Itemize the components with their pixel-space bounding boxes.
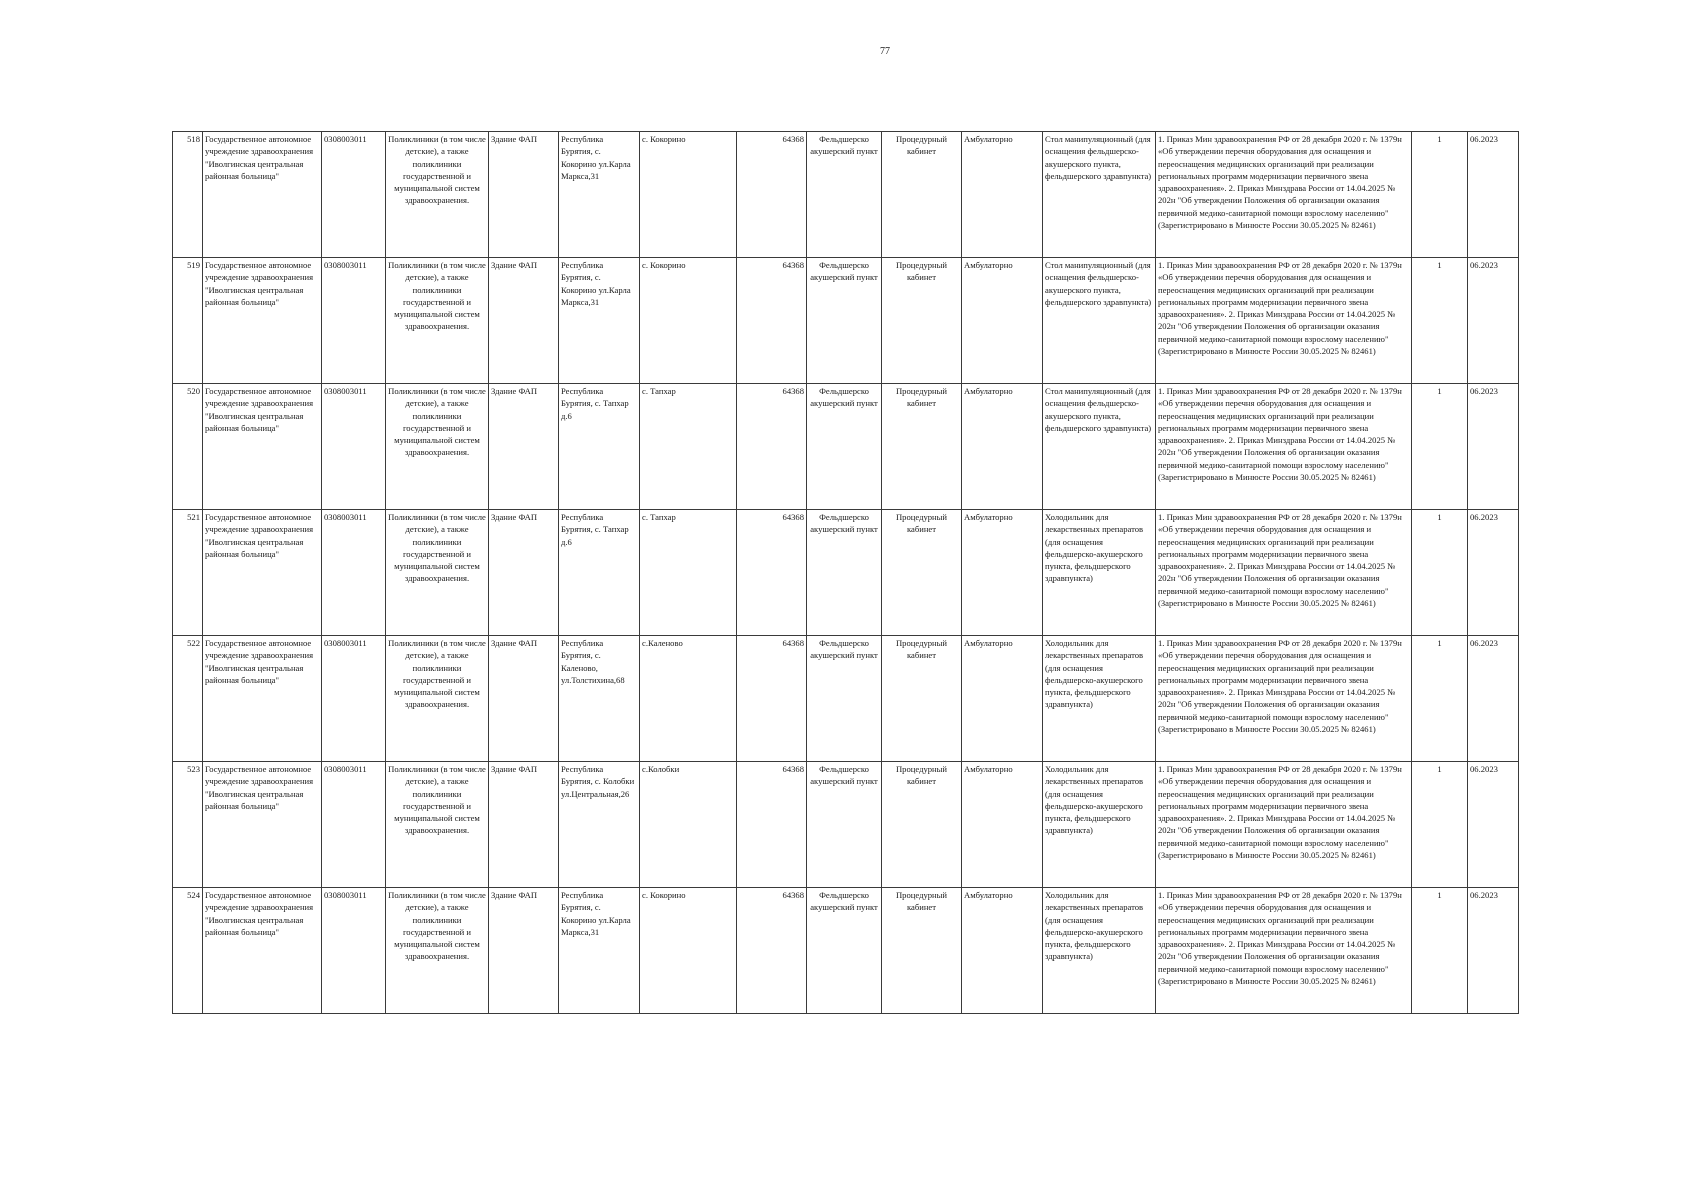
facility-type-cell: Поликлиники (в том числе детские), а также поликлиники государственной и муниципальной систем здравоохранения. bbox=[386, 888, 489, 1014]
facility-type-cell: Поликлиники (в том числе детские), а также поликлиники государственной и муниципальной систем здравоохранения. bbox=[386, 384, 489, 510]
table-body bbox=[173, 132, 1519, 1014]
okato-cell: 64368 bbox=[737, 888, 807, 1014]
quantity-cell: 1 bbox=[1412, 636, 1468, 762]
building-cell: Здание ФАП bbox=[489, 384, 559, 510]
building-cell: Здание ФАП bbox=[489, 132, 559, 258]
locality-cell: с. Кокорино bbox=[640, 258, 737, 384]
facility-type-cell: Поликлиники (в том числе детские), а также поликлиники государственной и муниципальной систем здравоохранения. bbox=[386, 510, 489, 636]
organization-cell: Государственное автономное учреждение здравоохранения "Иволгинская центральная районная больница" bbox=[203, 636, 322, 762]
room-cell: Процедурный кабинет bbox=[882, 384, 962, 510]
row-number-cell: 524 bbox=[173, 888, 203, 1014]
date-cell: 06.2023 bbox=[1468, 132, 1519, 258]
okato-cell: 64368 bbox=[737, 258, 807, 384]
equipment-cell: Стол манипуляционный (для оснащения фельдшерско-акушерского пункта, фельдшерского здравпункта) bbox=[1043, 258, 1156, 384]
org-code-cell: 0308003011 bbox=[322, 762, 386, 888]
building-cell: Здание ФАП bbox=[489, 888, 559, 1014]
room-cell: Процедурный кабинет bbox=[882, 636, 962, 762]
table-row bbox=[173, 510, 1519, 636]
building-cell: Здание ФАП bbox=[489, 636, 559, 762]
care-mode-cell: Амбулаторно bbox=[962, 384, 1043, 510]
table-row bbox=[173, 636, 1519, 762]
building-cell: Здание ФАП bbox=[489, 510, 559, 636]
equipment-cell: Стол манипуляционный (для оснащения фельдшерско-акушерского пункта, фельдшерского здравпункта) bbox=[1043, 132, 1156, 258]
table-row bbox=[173, 258, 1519, 384]
quantity-cell: 1 bbox=[1412, 384, 1468, 510]
subdivision-cell: Фельдшерско акушерский пункт bbox=[807, 384, 882, 510]
locality-cell: с. Кокорино bbox=[640, 132, 737, 258]
address-cell: Республика Бурятия, с. Колобки ул.Центральная,26 bbox=[559, 762, 640, 888]
row-number-cell: 518 bbox=[173, 132, 203, 258]
row-number-cell: 523 bbox=[173, 762, 203, 888]
page-number: 77 bbox=[880, 46, 890, 57]
date-cell: 06.2023 bbox=[1468, 510, 1519, 636]
equipment-table bbox=[172, 131, 1519, 1014]
address-cell: Республика Бурятия, с. Тапхар д.6 bbox=[559, 510, 640, 636]
org-code-cell: 0308003011 bbox=[322, 510, 386, 636]
equipment-cell: Стол манипуляционный (для оснащения фельдшерско-акушерского пункта, фельдшерского здравпункта) bbox=[1043, 384, 1156, 510]
date-cell: 06.2023 bbox=[1468, 384, 1519, 510]
equipment-cell: Холодильник для лекарственных препаратов (для оснащения фельдшерско-акушерского пункта, фельдшерского здравпункта) bbox=[1043, 762, 1156, 888]
locality-cell: с.Колобки bbox=[640, 762, 737, 888]
org-code-cell: 0308003011 bbox=[322, 636, 386, 762]
facility-type-cell: Поликлиники (в том числе детские), а также поликлиники государственной и муниципальной систем здравоохранения. bbox=[386, 258, 489, 384]
subdivision-cell: Фельдшерско акушерский пункт bbox=[807, 258, 882, 384]
care-mode-cell: Амбулаторно bbox=[962, 762, 1043, 888]
date-cell: 06.2023 bbox=[1468, 258, 1519, 384]
okato-cell: 64368 bbox=[737, 636, 807, 762]
organization-cell: Государственное автономное учреждение здравоохранения "Иволгинская центральная районная больница" bbox=[203, 888, 322, 1014]
legal-basis-cell: 1. Приказ Мин здравоохранения РФ от 28 декабря 2020 г. № 1379н «Об утверждении перечня оборудования для оснащения и переоснащения медицинских организаций при реализации региональных программ модернизации первичного звена здравоохранения». 2. Приказ Минздрава России от 14.04.2025 № 202н "Об утверждении Положения об организации оказания первичной медико-санитарной помощи взрослому населению" (Зарегистрировано в Минюсте России 30.05.2025 № 82461) bbox=[1156, 258, 1412, 384]
locality-cell: с.Каленово bbox=[640, 636, 737, 762]
subdivision-cell: Фельдшерско акушерский пункт bbox=[807, 888, 882, 1014]
legal-basis-cell: 1. Приказ Мин здравоохранения РФ от 28 декабря 2020 г. № 1379н «Об утверждении перечня оборудования для оснащения и переоснащения медицинских организаций при реализации региональных программ модернизации первичного звена здравоохранения». 2. Приказ Минздрава России от 14.04.2025 № 202н "Об утверждении Положения об организации оказания первичной медико-санитарной помощи взрослому населению" (Зарегистрировано в Минюсте России 30.05.2025 № 82461) bbox=[1156, 888, 1412, 1014]
legal-basis-cell: 1. Приказ Мин здравоохранения РФ от 28 декабря 2020 г. № 1379н «Об утверждении перечня оборудования для оснащения и переоснащения медицинских организаций при реализации региональных программ модернизации первичного звена здравоохранения». 2. Приказ Минздрава России от 14.04.2025 № 202н "Об утверждении Положения об организации оказания первичной медико-санитарной помощи взрослому населению" (Зарегистрировано в Минюсте России 30.05.2025 № 82461) bbox=[1156, 384, 1412, 510]
date-cell: 06.2023 bbox=[1468, 888, 1519, 1014]
row-number-cell: 519 bbox=[173, 258, 203, 384]
subdivision-cell: Фельдшерско акушерский пункт bbox=[807, 636, 882, 762]
locality-cell: с. Кокорино bbox=[640, 888, 737, 1014]
subdivision-cell: Фельдшерско акушерский пункт bbox=[807, 510, 882, 636]
care-mode-cell: Амбулаторно bbox=[962, 636, 1043, 762]
room-cell: Процедурный кабинет bbox=[882, 132, 962, 258]
care-mode-cell: Амбулаторно bbox=[962, 132, 1043, 258]
locality-cell: с. Тапхар bbox=[640, 510, 737, 636]
organization-cell: Государственное автономное учреждение здравоохранения "Иволгинская центральная районная больница" bbox=[203, 384, 322, 510]
facility-type-cell: Поликлиники (в том числе детские), а также поликлиники государственной и муниципальной систем здравоохранения. bbox=[386, 132, 489, 258]
subdivision-cell: Фельдшерско акушерский пункт bbox=[807, 132, 882, 258]
room-cell: Процедурный кабинет bbox=[882, 510, 962, 636]
quantity-cell: 1 bbox=[1412, 132, 1468, 258]
org-code-cell: 0308003011 bbox=[322, 258, 386, 384]
facility-type-cell: Поликлиники (в том числе детские), а также поликлиники государственной и муниципальной систем здравоохранения. bbox=[386, 636, 489, 762]
quantity-cell: 1 bbox=[1412, 258, 1468, 384]
okato-cell: 64368 bbox=[737, 762, 807, 888]
subdivision-cell: Фельдшерско акушерский пункт bbox=[807, 762, 882, 888]
quantity-cell: 1 bbox=[1412, 888, 1468, 1014]
okato-cell: 64368 bbox=[737, 384, 807, 510]
building-cell: Здание ФАП bbox=[489, 762, 559, 888]
equipment-cell: Холодильник для лекарственных препаратов (для оснащения фельдшерско-акушерского пункта, фельдшерского здравпункта) bbox=[1043, 510, 1156, 636]
table-row bbox=[173, 384, 1519, 510]
equipment-cell: Холодильник для лекарственных препаратов (для оснащения фельдшерско-акушерского пункта, фельдшерского здравпункта) bbox=[1043, 636, 1156, 762]
care-mode-cell: Амбулаторно bbox=[962, 888, 1043, 1014]
okato-cell: 64368 bbox=[737, 510, 807, 636]
address-cell: Республика Бурятия, с. Кокорино ул.Карла Маркса,31 bbox=[559, 258, 640, 384]
table-row bbox=[173, 762, 1519, 888]
legal-basis-cell: 1. Приказ Мин здравоохранения РФ от 28 декабря 2020 г. № 1379н «Об утверждении перечня оборудования для оснащения и переоснащения медицинских организаций при реализации региональных программ модернизации первичного звена здравоохранения». 2. Приказ Минздрава России от 14.04.2025 № 202н "Об утверждении Положения об организации оказания первичной медико-санитарной помощи взрослому населению" (Зарегистрировано в Минюсте России 30.05.2025 № 82461) bbox=[1156, 132, 1412, 258]
organization-cell: Государственное автономное учреждение здравоохранения "Иволгинская центральная районная больница" bbox=[203, 132, 322, 258]
building-cell: Здание ФАП bbox=[489, 258, 559, 384]
address-cell: Республика Бурятия, с. Кокорино ул.Карла Маркса,31 bbox=[559, 888, 640, 1014]
care-mode-cell: Амбулаторно bbox=[962, 510, 1043, 636]
row-number-cell: 520 bbox=[173, 384, 203, 510]
care-mode-cell: Амбулаторно bbox=[962, 258, 1043, 384]
organization-cell: Государственное автономное учреждение здравоохранения "Иволгинская центральная районная больница" bbox=[203, 510, 322, 636]
facility-type-cell: Поликлиники (в том числе детские), а также поликлиники государственной и муниципальной систем здравоохранения. bbox=[386, 762, 489, 888]
okato-cell: 64368 bbox=[737, 132, 807, 258]
org-code-cell: 0308003011 bbox=[322, 888, 386, 1014]
date-cell: 06.2023 bbox=[1468, 636, 1519, 762]
legal-basis-cell: 1. Приказ Мин здравоохранения РФ от 28 декабря 2020 г. № 1379н «Об утверждении перечня оборудования для оснащения и переоснащения медицинских организаций при реализации региональных программ модернизации первичного звена здравоохранения». 2. Приказ Минздрава России от 14.04.2025 № 202н "Об утверждении Положения об организации оказания первичной медико-санитарной помощи взрослому населению" (Зарегистрировано в Минюсте России 30.05.2025 № 82461) bbox=[1156, 762, 1412, 888]
organization-cell: Государственное автономное учреждение здравоохранения "Иволгинская центральная районная больница" bbox=[203, 762, 322, 888]
legal-basis-cell: 1. Приказ Мин здравоохранения РФ от 28 декабря 2020 г. № 1379н «Об утверждении перечня оборудования для оснащения и переоснащения медицинских организаций при реализации региональных программ модернизации первичного звена здравоохранения». 2. Приказ Минздрава России от 14.04.2025 № 202н "Об утверждении Положения об организации оказания первичной медико-санитарной помощи взрослому населению" (Зарегистрировано в Минюсте России 30.05.2025 № 82461) bbox=[1156, 510, 1412, 636]
quantity-cell: 1 bbox=[1412, 510, 1468, 636]
room-cell: Процедурный кабинет bbox=[882, 762, 962, 888]
room-cell: Процедурный кабинет bbox=[882, 888, 962, 1014]
address-cell: Республика Бурятия, с. Каленово, ул.Толстихина,68 bbox=[559, 636, 640, 762]
locality-cell: с. Тапхар bbox=[640, 384, 737, 510]
legal-basis-cell: 1. Приказ Мин здравоохранения РФ от 28 декабря 2020 г. № 1379н «Об утверждении перечня оборудования для оснащения и переоснащения медицинских организаций при реализации региональных программ модернизации первичного звена здравоохранения». 2. Приказ Минздрава России от 14.04.2025 № 202н "Об утверждении Положения об организации оказания первичной медико-санитарной помощи взрослому населению" (Зарегистрировано в Минюсте России 30.05.2025 № 82461) bbox=[1156, 636, 1412, 762]
address-cell: Республика Бурятия, с. Тапхар д.6 bbox=[559, 384, 640, 510]
room-cell: Процедурный кабинет bbox=[882, 258, 962, 384]
date-cell: 06.2023 bbox=[1468, 762, 1519, 888]
table-row bbox=[173, 888, 1519, 1014]
quantity-cell: 1 bbox=[1412, 762, 1468, 888]
org-code-cell: 0308003011 bbox=[322, 384, 386, 510]
organization-cell: Государственное автономное учреждение здравоохранения "Иволгинская центральная районная больница" bbox=[203, 258, 322, 384]
address-cell: Республика Бурятия, с. Кокорино ул.Карла Маркса,31 bbox=[559, 132, 640, 258]
org-code-cell: 0308003011 bbox=[322, 132, 386, 258]
table-row bbox=[173, 132, 1519, 258]
equipment-cell: Холодильник для лекарственных препаратов (для оснащения фельдшерско-акушерского пункта, фельдшерского здравпункта) bbox=[1043, 888, 1156, 1014]
row-number-cell: 521 bbox=[173, 510, 203, 636]
row-number-cell: 522 bbox=[173, 636, 203, 762]
